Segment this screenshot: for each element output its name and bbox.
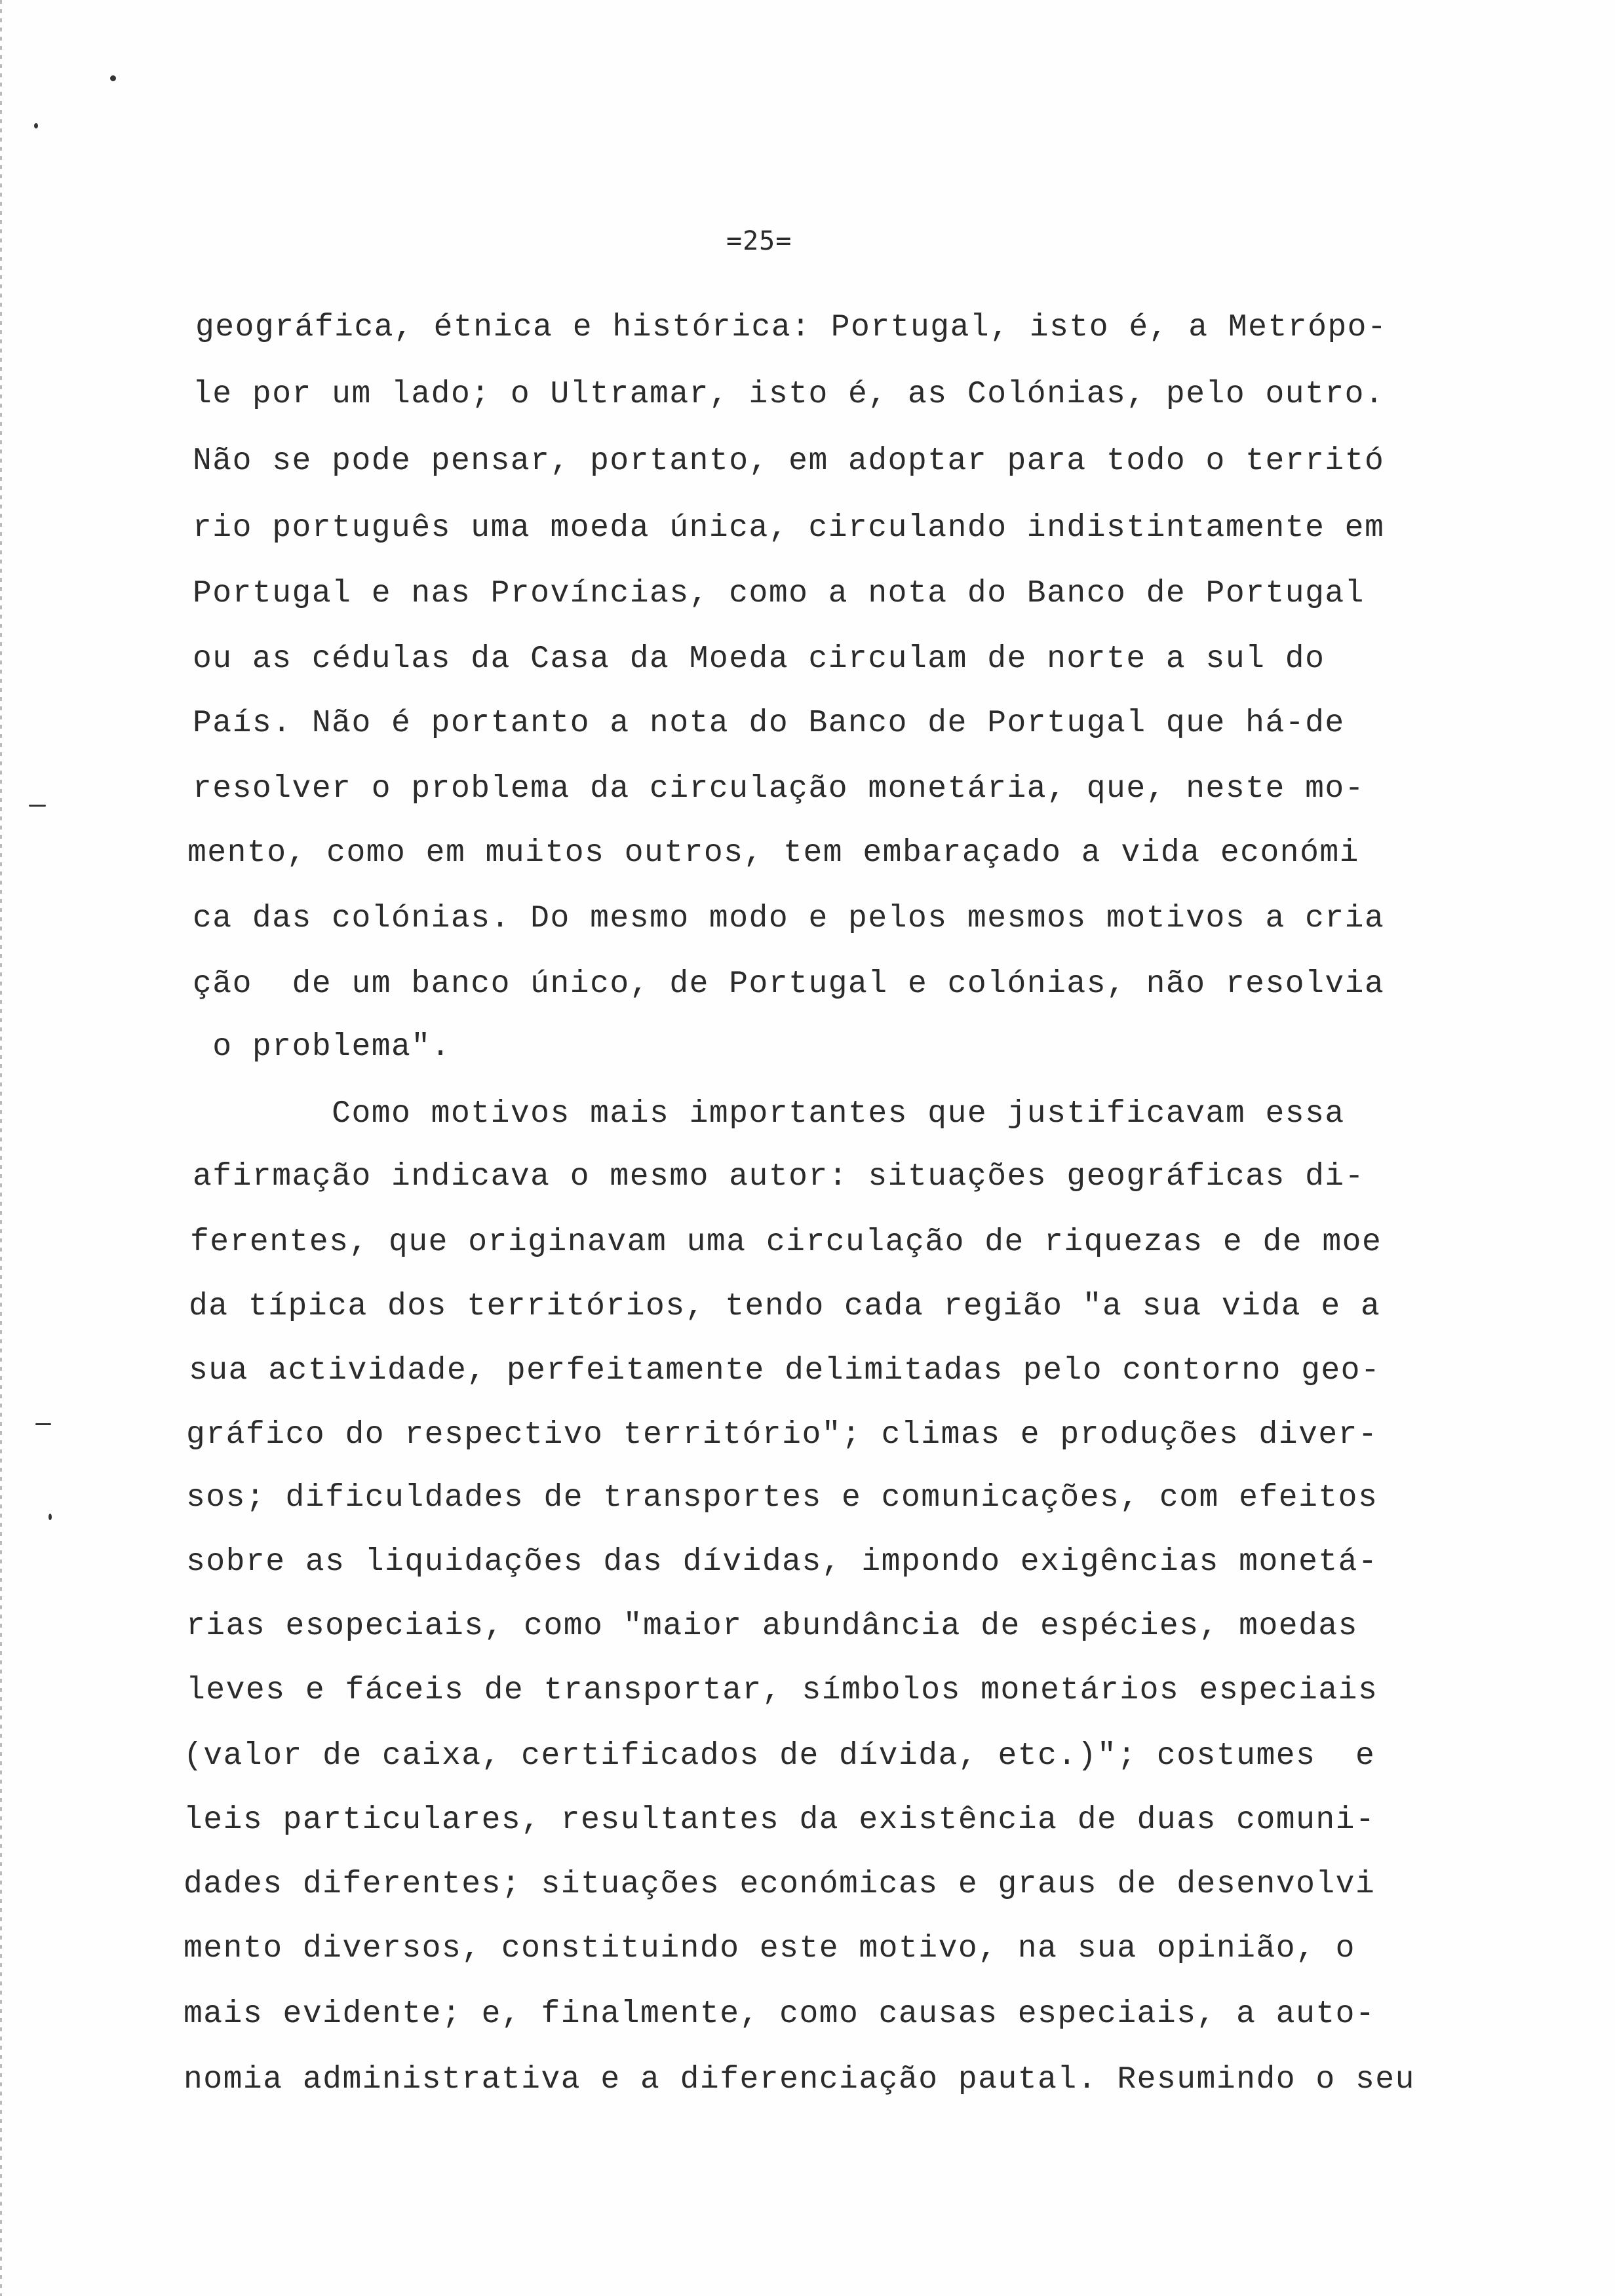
speck-mark — [29, 805, 46, 807]
text-line: geográfica, étnica e histórica: Portugal, isto é, a Metrópo- — [195, 310, 1388, 345]
text-line: sua actividade, perfeitamente delimitadas pelo contorno geo- — [189, 1353, 1381, 1388]
scan-edge — [0, 0, 2, 2296]
text-line: (valor de caixa, certificados de dívida, etc.)"; costumes e — [184, 1738, 1376, 1774]
text-line: mento diversos, constituindo este motivo, na sua opinião, o — [184, 1931, 1355, 1966]
text-line: rias esopeciais, como "maior abundância de espécies, moedas — [186, 1609, 1358, 1644]
text-line: País. Não é portanto a nota do Banco de Portugal que há-de — [193, 706, 1345, 741]
text-line: nomia administrativa e a diferenciação pautal. Resumindo o seu — [184, 2062, 1415, 2097]
text-line: Não se pode pensar, portanto, em adoptar para todo o territó — [193, 444, 1385, 479]
text-line: leis particulares, resultantes da existência de duas comuni- — [184, 1803, 1376, 1838]
text-line: Portugal e nas Províncias, como a nota do Banco de Portugal — [193, 576, 1365, 611]
text-line: ca das colónias. Do mesmo modo e pelos mesmos motivos a cria — [193, 901, 1385, 936]
text-line: afirmação indicava o mesmo autor: situações geográficas di- — [193, 1159, 1365, 1195]
text-line: da típica dos territórios, tendo cada região "a sua vida e a — [189, 1289, 1381, 1324]
text-line: resolver o problema da circulação monetária, que, neste mo- — [193, 771, 1365, 807]
text-line: sobre as liquidações das dívidas, impondo exigências monetá- — [186, 1544, 1378, 1580]
text-line: le por um lado; o Ultramar, isto é, as Colónias, pelo outro. — [193, 377, 1385, 412]
speck-mark — [35, 1423, 51, 1425]
text-line: o problema". — [193, 1029, 451, 1065]
text-line: leves e fáceis de transportar, símbolos monetários especiais — [186, 1673, 1378, 1708]
text-line: dades diferentes; situações económicas e graus de desenvolvi — [184, 1867, 1376, 1902]
text-line: mais evidente; e, finalmente, como causas especiais, a auto- — [184, 1997, 1376, 2032]
text-line: mento, como em muitos outros, tem embaraçado a vida económi — [187, 835, 1359, 871]
text-line: rio português uma moeda única, circulando indistintamente em — [193, 510, 1385, 546]
speck-mark — [110, 75, 116, 81]
text-line: gráfico do respectivo território"; climas e produções diver- — [186, 1417, 1378, 1453]
text-line: ção de um banco único, de Portugal e colónias, não resolvia — [193, 966, 1385, 1002]
text-line: ferentes, que originavam uma circulação de riquezas e de moe — [190, 1225, 1382, 1260]
speck-mark — [49, 1514, 52, 1520]
speck-mark — [34, 123, 38, 128]
text-line: sos; dificuldades de transportes e comunicações, com efeitos — [186, 1480, 1378, 1516]
text-line: Como motivos mais importantes que justificavam essa — [193, 1096, 1345, 1132]
page-number: =25= — [726, 226, 792, 256]
text-line: ou as cédulas da Casa da Moeda circulam de norte a sul do — [193, 641, 1325, 677]
